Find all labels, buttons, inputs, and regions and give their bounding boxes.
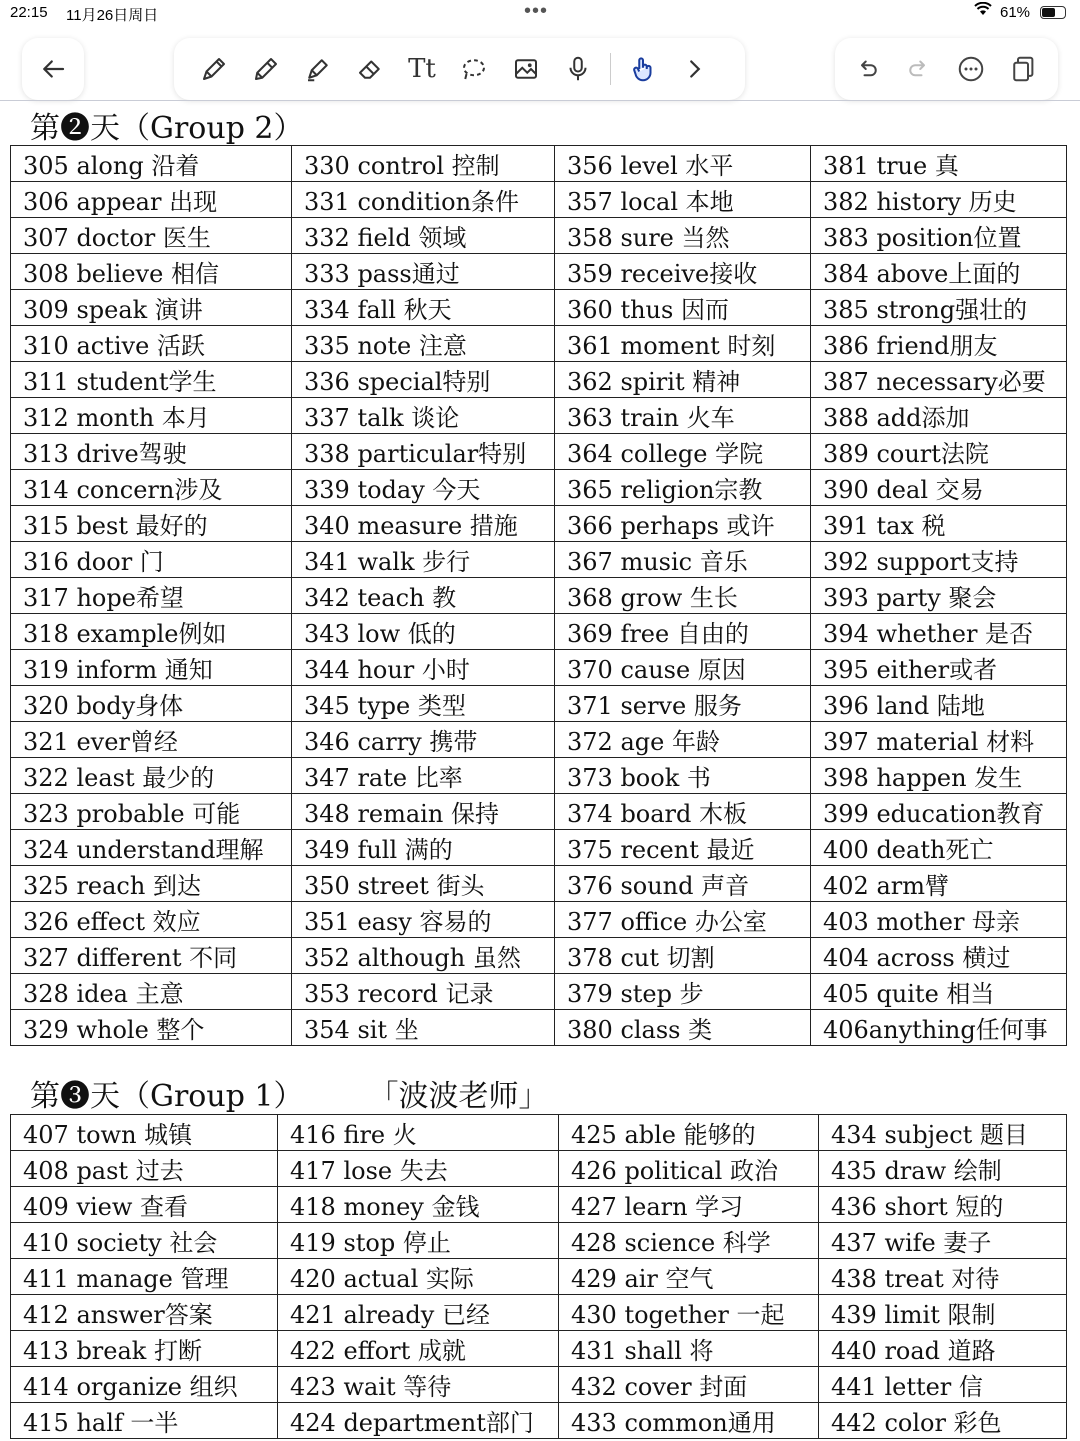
word-cell: 396 land 陆地 [811, 686, 1067, 722]
chevron-right-icon[interactable] [669, 43, 721, 95]
highlighter-icon[interactable] [292, 43, 344, 95]
word-cell: 374 board 木板 [555, 794, 811, 830]
word-cell: 349 full 满的 [292, 830, 555, 866]
word-cell: 407 town 城镇 [11, 1115, 278, 1151]
table-row [11, 362, 1067, 398]
table-row [11, 1151, 1067, 1187]
group-2-title-text: 第❷天（Group 2） [30, 111, 304, 146]
word-cell: 439 limit 限制 [819, 1295, 1067, 1331]
word-cell: 362 spirit 精神 [555, 362, 811, 398]
table-row [11, 1259, 1067, 1295]
word-cell: 368 grow 生长 [555, 578, 811, 614]
table-row [11, 326, 1067, 362]
table-row [11, 1223, 1067, 1259]
word-cell: 383 position位置 [811, 218, 1067, 254]
word-cell: 354 sit 坐 [292, 1010, 555, 1046]
table-row [11, 938, 1067, 974]
word-cell: 409 view 查看 [11, 1187, 278, 1223]
table-row [11, 650, 1067, 686]
word-cell: 422 effort 成就 [278, 1331, 559, 1367]
word-cell: 314 concern涉及 [11, 470, 292, 506]
word-cell: 319 inform 通知 [11, 650, 292, 686]
fountain-pen-icon[interactable] [188, 43, 240, 95]
table-row [11, 1295, 1067, 1331]
word-cell: 310 active 活跃 [11, 326, 292, 362]
word-cell: 387 necessary必要 [811, 362, 1067, 398]
word-cell: 428 science 科学 [559, 1223, 819, 1259]
word-cell: 381 true 真 [811, 146, 1067, 182]
table-row [11, 902, 1067, 938]
group-1-note: 「波波老师」 [383, 1079, 549, 1114]
table-row [11, 290, 1067, 326]
table-row [11, 1403, 1067, 1439]
word-cell: 369 free 自由的 [555, 614, 811, 650]
word-cell: 370 cause 原因 [555, 650, 811, 686]
word-cell: 363 train 火车 [555, 398, 811, 434]
tools-toolbar [174, 38, 745, 100]
image-icon[interactable] [500, 43, 552, 95]
word-cell: 417 lose 失去 [278, 1151, 559, 1187]
word-cell: 328 idea 主意 [11, 974, 292, 1010]
status-time: 22:15 [10, 4, 48, 21]
group-2-word-table [10, 145, 1067, 1046]
table-row [11, 722, 1067, 758]
eraser-icon[interactable] [344, 43, 396, 95]
notebook-page[interactable] [0, 100, 1080, 1441]
text-tool-label: Tt [408, 54, 436, 84]
word-cell: 356 level 水平 [555, 146, 811, 182]
word-cell: 317 hope希望 [11, 578, 292, 614]
word-cell: 377 office 办公室 [555, 902, 811, 938]
word-cell: 440 road 道路 [819, 1331, 1067, 1367]
undo-icon[interactable] [841, 43, 893, 95]
table-row [11, 1115, 1067, 1151]
word-cell: 315 best 最好的 [11, 506, 292, 542]
word-cell: 353 record 记录 [292, 974, 555, 1010]
group-2-title [30, 103, 384, 147]
table-row [11, 1331, 1067, 1367]
group-1-word-table [10, 1114, 1067, 1439]
table-row [11, 758, 1067, 794]
word-cell: 350 street 街头 [292, 866, 555, 902]
word-cell: 406anything任何事 [811, 1010, 1067, 1046]
word-cell: 441 letter 信 [819, 1367, 1067, 1403]
word-cell: 394 whether 是否 [811, 614, 1067, 650]
word-cell: 359 receive接收 [555, 254, 811, 290]
word-cell: 333 pass通过 [292, 254, 555, 290]
word-cell: 335 note 注意 [292, 326, 555, 362]
word-cell: 323 probable 可能 [11, 794, 292, 830]
word-cell: 380 class 类 [555, 1010, 811, 1046]
word-cell: 412 answer答案 [11, 1295, 278, 1331]
word-cell: 361 moment 时刻 [555, 326, 811, 362]
word-cell: 385 strong强壮的 [811, 290, 1067, 326]
word-cell: 365 religion宗教 [555, 470, 811, 506]
text-tool-icon[interactable] [396, 43, 448, 95]
word-cell: 430 together 一起 [559, 1295, 819, 1331]
table-row [11, 578, 1067, 614]
word-cell: 419 stop 停止 [278, 1223, 559, 1259]
word-cell: 318 example例如 [11, 614, 292, 650]
word-cell: 320 body身体 [11, 686, 292, 722]
word-cell: 402 arm臂 [811, 866, 1067, 902]
word-cell: 334 fall 秋天 [292, 290, 555, 326]
word-cell: 388 add添加 [811, 398, 1067, 434]
word-cell: 426 political 政治 [559, 1151, 819, 1187]
word-cell: 371 serve 服务 [555, 686, 811, 722]
word-cell: 378 cut 切割 [555, 938, 811, 974]
word-cell: 326 effect 效应 [11, 902, 292, 938]
word-cell: 429 air 空气 [559, 1259, 819, 1295]
word-cell: 325 reach 到达 [11, 866, 292, 902]
word-cell: 341 walk 步行 [292, 542, 555, 578]
word-cell: 343 low 低的 [292, 614, 555, 650]
word-cell: 348 remain 保持 [292, 794, 555, 830]
word-cell: 344 hour 小时 [292, 650, 555, 686]
table-row [11, 506, 1067, 542]
word-cell: 331 condition条件 [292, 182, 555, 218]
word-cell: 390 deal 交易 [811, 470, 1067, 506]
status-bar [0, 0, 1080, 26]
word-cell: 411 manage 管理 [11, 1259, 278, 1295]
word-cell: 342 teach 教 [292, 578, 555, 614]
word-cell: 425 able 能够的 [559, 1115, 819, 1151]
word-cell: 366 perhaps 或许 [555, 506, 811, 542]
table-row [11, 1187, 1067, 1223]
table-row [11, 1010, 1067, 1046]
word-cell: 442 color 彩色 [819, 1403, 1067, 1439]
word-cell: 400 death死亡 [811, 830, 1067, 866]
word-cell: 395 either或者 [811, 650, 1067, 686]
word-cell: 372 age 年龄 [555, 722, 811, 758]
word-cell: 434 subject 题目 [819, 1115, 1067, 1151]
word-cell: 384 above上面的 [811, 254, 1067, 290]
word-cell: 339 today 今天 [292, 470, 555, 506]
microphone-icon[interactable] [552, 43, 604, 95]
word-cell: 316 door 门 [11, 542, 292, 578]
word-cell: 360 thus 因而 [555, 290, 811, 326]
table-row [11, 470, 1067, 506]
word-cell: 423 wait 等待 [278, 1367, 559, 1403]
word-cell: 330 control 控制 [292, 146, 555, 182]
word-cell: 340 measure 措施 [292, 506, 555, 542]
battery-percent: 61% [1000, 4, 1031, 21]
pencil-icon[interactable] [240, 43, 292, 95]
word-cell: 438 treat 对待 [819, 1259, 1067, 1295]
word-cell: 418 money 金钱 [278, 1187, 559, 1223]
redo-icon[interactable] [893, 43, 945, 95]
word-cell: 436 short 短的 [819, 1187, 1067, 1223]
word-cell: 397 material 材料 [811, 722, 1067, 758]
word-cell: 345 type 类型 [292, 686, 555, 722]
status-date: 11月26日周日 [66, 7, 159, 24]
word-cell: 410 society 社会 [11, 1223, 278, 1259]
word-cell: 389 court法院 [811, 434, 1067, 470]
word-cell: 435 draw 绘制 [819, 1151, 1067, 1187]
table-row [11, 686, 1067, 722]
word-cell: 332 field 领域 [292, 218, 555, 254]
actions-toolbar [835, 38, 1058, 100]
back-arrow-icon[interactable] [22, 43, 84, 95]
table-row [11, 866, 1067, 902]
word-cell: 404 across 横过 [811, 938, 1067, 974]
table-row [11, 182, 1067, 218]
word-cell: 431 shall 将 [559, 1331, 819, 1367]
word-cell: 307 doctor 医生 [11, 218, 292, 254]
word-cell: 392 support支持 [811, 542, 1067, 578]
table-row [11, 254, 1067, 290]
table-row [11, 434, 1067, 470]
multitasking-dots-icon[interactable]: ••• [524, 0, 549, 22]
word-cell: 367 music 音乐 [555, 542, 811, 578]
word-cell: 357 local 本地 [555, 182, 811, 218]
word-cell: 393 party 聚会 [811, 578, 1067, 614]
table-row [11, 794, 1067, 830]
word-cell: 346 carry 携带 [292, 722, 555, 758]
word-cell: 373 book 书 [555, 758, 811, 794]
word-cell: 358 sure 当然 [555, 218, 811, 254]
toolbar-divider [610, 53, 611, 85]
word-cell: 424 department部门 [278, 1403, 559, 1439]
word-cell: 414 organize 组织 [11, 1367, 278, 1403]
table-row [11, 614, 1067, 650]
word-cell: 364 college 学院 [555, 434, 811, 470]
word-cell: 312 month 本月 [11, 398, 292, 434]
word-cell: 352 although 虽然 [292, 938, 555, 974]
word-cell: 329 whole 整个 [11, 1010, 292, 1046]
word-cell: 420 actual 实际 [278, 1259, 559, 1295]
word-cell: 403 mother 母亲 [811, 902, 1067, 938]
word-cell: 386 friend朋友 [811, 326, 1067, 362]
word-cell: 306 appear 出现 [11, 182, 292, 218]
word-cell: 391 tax 税 [811, 506, 1067, 542]
group-1-title-text: 第❸天（Group 1） [30, 1079, 304, 1114]
word-cell: 433 common通用 [559, 1403, 819, 1439]
back-pill [22, 38, 84, 100]
table-row [11, 146, 1067, 182]
table-row [11, 398, 1067, 434]
group-1-title [30, 1071, 549, 1115]
word-cell: 375 recent 最近 [555, 830, 811, 866]
word-cell: 327 different 不同 [11, 938, 292, 974]
word-cell: 321 ever曾经 [11, 722, 292, 758]
table-row [11, 974, 1067, 1010]
word-cell: 338 particular特别 [292, 434, 555, 470]
word-cell: 313 drive驾驶 [11, 434, 292, 470]
word-cell: 382 history 历史 [811, 182, 1067, 218]
table-row [11, 1367, 1067, 1403]
word-cell: 432 cover 封面 [559, 1367, 819, 1403]
word-cell: 437 wife 妻子 [819, 1223, 1067, 1259]
word-cell: 379 step 步 [555, 974, 811, 1010]
word-cell: 416 fire 火 [278, 1115, 559, 1151]
battery-icon [1040, 6, 1066, 19]
table-row [11, 218, 1067, 254]
word-cell: 399 education教育 [811, 794, 1067, 830]
table-row [11, 830, 1067, 866]
word-cell: 305 along 沿着 [11, 146, 292, 182]
word-cell: 415 half 一半 [11, 1403, 278, 1439]
word-cell: 413 break 打断 [11, 1331, 278, 1367]
word-cell: 311 student学生 [11, 362, 292, 398]
word-cell: 336 special特别 [292, 362, 555, 398]
word-cell: 376 sound 声音 [555, 866, 811, 902]
word-cell: 405 quite 相当 [811, 974, 1067, 1010]
table-row [11, 542, 1067, 578]
word-cell: 324 understand理解 [11, 830, 292, 866]
word-cell: 351 easy 容易的 [292, 902, 555, 938]
word-cell: 309 speak 演讲 [11, 290, 292, 326]
word-cell: 398 happen 发生 [811, 758, 1067, 794]
word-cell: 308 believe 相信 [11, 254, 292, 290]
lasso-icon[interactable] [448, 43, 500, 95]
word-cell: 337 talk 谈论 [292, 398, 555, 434]
word-cell: 322 least 最少的 [11, 758, 292, 794]
wifi-icon [974, 2, 992, 21]
word-cell: 421 already 已经 [278, 1295, 559, 1331]
pages-icon[interactable] [997, 43, 1049, 95]
more-icon[interactable] [945, 43, 997, 95]
word-cell: 427 learn 学习 [559, 1187, 819, 1223]
word-cell: 408 past 过去 [11, 1151, 278, 1187]
word-cell: 347 rate 比率 [292, 758, 555, 794]
hand-pointer-icon[interactable] [617, 43, 669, 95]
